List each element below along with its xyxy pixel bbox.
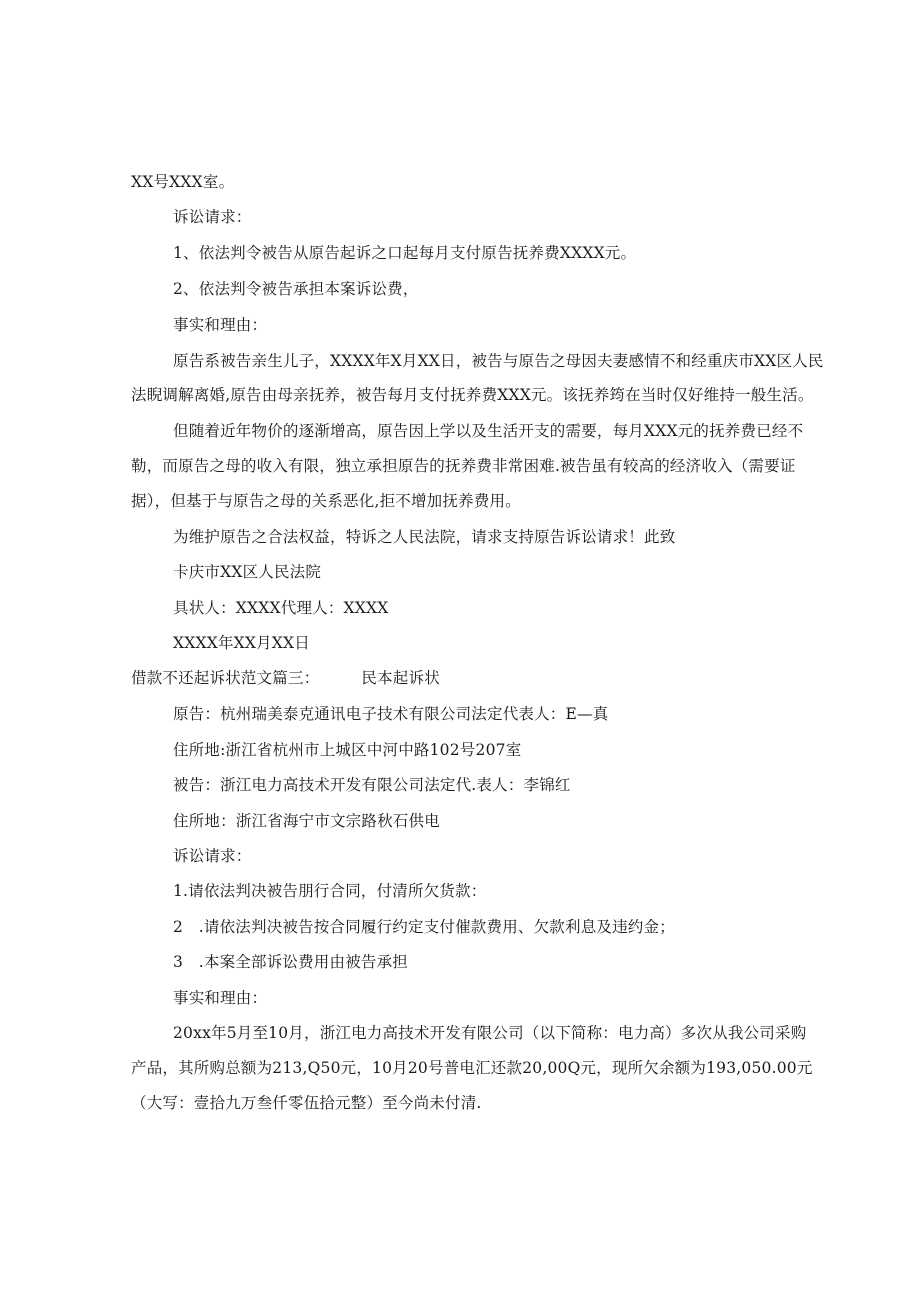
plaintiff-address: 住所地:浙江省杭州市上城区中河中路102号207室 xyxy=(173,741,522,759)
document-type-title: 民本起诉状 xyxy=(361,669,440,687)
claim-item-2-3: 3 .本案全部诉讼费用由被告承担 xyxy=(173,953,408,971)
facts-2-line-1: 20xx年5月至10月，浙江电力高技术开发有限公司（以下简称：电力高）多次从我公司采购 xyxy=(173,1024,807,1042)
facts-paragraph-2-line-3: 据），但基于与原告之母的关系恶化,拒不增加抚养费用。 xyxy=(131,492,521,510)
facts-paragraph-1-line-1: 原告系被告亲生儿子，XXXX年X月XX日，被告与原告之母因夫妻感情不和经重庆市XX区人民 xyxy=(173,352,824,370)
court-name: 卡庆市XX区人民法院 xyxy=(173,563,322,581)
claims-heading: 诉讼请求： xyxy=(173,208,252,226)
facts-paragraph-2-line-1: 但随着近年物价的逐渐增高，原告因上学以及生活开支的需要，每月XXX元的抚养费已经不 xyxy=(173,422,804,440)
defendant-line: 被告：浙江电力高技术开发有限公司法定代.表人：李锦红 xyxy=(173,776,571,794)
date-line: XXXX年XX月XX日 xyxy=(173,634,310,652)
facts-2-line-2: 产品，其所购总额为213,Q50元，10月20号普电汇还款20,00Q元，现所欠余额为193,050.00元 xyxy=(131,1059,813,1077)
defendant-address: 住所地：浙江省海宁市文宗路秋石供电 xyxy=(173,812,440,830)
facts-heading: 事实和理由： xyxy=(173,316,268,334)
section-title: 借款不还起诉状范文篇三： xyxy=(131,669,320,687)
section-heading xyxy=(131,668,791,688)
signature-line: 具状人：XXXX代理人：XXXX xyxy=(173,599,389,617)
address-continuation: XX号XXX室。 xyxy=(131,173,235,191)
plaintiff-line: 原告：杭州瑞美泰克通讯电子技术有限公司法定代表人：E—真 xyxy=(173,705,609,723)
claim-item-2-1: 1.请依法判决被告朋行合同，付清所欠货款： xyxy=(173,882,487,900)
claim-item-1: 1、依法判令被告从原告起诉之口起每月支付原告抚养费XXXX元。 xyxy=(173,244,637,262)
claim-item-2: 2、依法判令被告承担本案诉讼费， xyxy=(173,280,419,298)
facts-heading-2: 事实和理由： xyxy=(173,989,268,1007)
facts-paragraph-1-line-2: 法睨调解离婚,原告由母亲抚养，被告每月支付抚养费XXX元。该抚养筠在当时仅好维持一般生活。 xyxy=(131,386,814,404)
facts-paragraph-2-line-2: 勒，而原告之母的收入有限，独立承担原告的抚养费非常困难.被告虽有较高的经济收入（需要证 xyxy=(131,457,796,475)
facts-2-line-3: （大写：壹拾九万叁仟零伍拾元整）至今尚未付清. xyxy=(131,1094,482,1112)
claims-heading-2: 诉讼请求： xyxy=(173,847,252,865)
claim-item-2-2: 2 .请依法判决被告按合同履行约定支付催款费用、欠款利息及违约金； xyxy=(173,918,675,936)
closing-request: 为维护原告之合法权益，特诉之人民法院，请求支持原告诉讼请求！此致 xyxy=(173,528,676,546)
